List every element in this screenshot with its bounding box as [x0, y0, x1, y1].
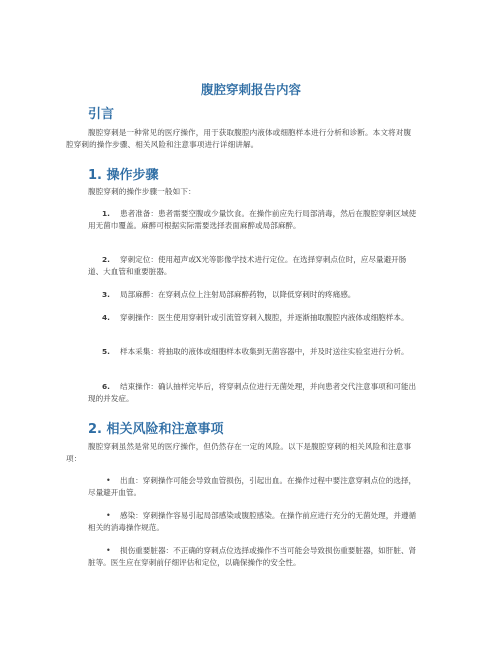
document-title: 腹腔穿刺报告内容	[200, 82, 301, 97]
bullet-item	[88, 545, 418, 569]
steps-lead-paragraph: 腹腔穿刺的操作步骤一般如下：	[88, 187, 196, 196]
list-item-number: 5.	[102, 347, 110, 356]
bullet-dot: •	[106, 546, 111, 555]
list-item-text: 局部麻醉：在穿刺点位上注射局部麻醉药物，以降低穿刺时的疼痛感。	[120, 290, 356, 299]
list-item-number: 1.	[102, 209, 110, 218]
bullet-item-text: 损伤重要脏器：不正确的穿刺点位选择或操作不当可能会导致损伤重要脏器，如肝脏、肾脏等。医生应在穿刺前仔细评估和定位，以确保操作的安全性。	[88, 546, 417, 567]
risks-lead-paragraph: 腹腔穿刺虽然是常见的医疗操作，但仍然存在一定的风险。以下是腹腔穿刺的相关风险和注意事项：	[66, 442, 412, 463]
list-item-text: 患者准备：患者需要空腹或少量饮食。在操作前应先行局部消毒，然后在腹腔穿刺区域使用无菌巾覆盖。麻醉可根据实际需要选择表面麻醉或局部麻醉。	[88, 209, 417, 230]
section-heading-intro: 引言	[88, 107, 115, 122]
list-item	[88, 346, 418, 358]
bullet-item	[88, 475, 418, 499]
bullet-item	[88, 510, 418, 534]
bullet-item-text: 出血：穿刺操作可能会导致血管损伤，引起出血。在操作过程中要注意穿刺点位的选择，尽量避开血管。	[88, 476, 417, 497]
list-item-number: 2.	[102, 255, 110, 264]
list-item-number: 4.	[102, 313, 110, 322]
list-item-text: 结束操作：确认抽样完毕后，将穿刺点位进行无菌处理，并向患者交代注意事项和可能出现的并发症。	[88, 382, 417, 403]
list-item-text: 样本采集：将抽取的液体或细胞样本收集到无菌容器中，并及时送往实验室进行分析。	[120, 347, 409, 356]
bullet-dot: •	[106, 511, 111, 520]
list-item-text: 穿刺操作：医生使用穿刺针或引流管穿刺入腹腔，并逐渐抽取腹腔内液体或细胞样本。	[120, 313, 409, 322]
intro-paragraph: 腹腔穿刺是一种常见的医疗操作，用于获取腹腔内液体或细胞样本进行分析和诊断。本文将对腹腔穿刺的操作步骤、相关风险和注意事项进行详细讲解。	[66, 128, 412, 149]
list-item-text: 穿刺定位：使用超声或X光等影像学技术进行定位。在选择穿刺点位时，应尽量避开肠道、大血管和重要脏器。	[88, 255, 407, 276]
section-heading-steps: 1. 操作步骤	[88, 168, 159, 183]
bullet-dot: •	[106, 476, 111, 485]
list-item	[88, 381, 418, 405]
bullet-item-text: 感染：穿刺操作容易引起局部感染或腹腔感染。在操作前应进行充分的无菌处理，并遵循相关的消毒操作规范。	[88, 511, 417, 532]
section-heading-risks: 2. 相关风险和注意事项	[88, 422, 224, 437]
list-item-number: 6.	[102, 382, 110, 391]
list-item	[88, 208, 418, 232]
list-item	[88, 254, 418, 278]
list-item	[88, 289, 418, 301]
list-item	[88, 312, 418, 324]
list-item-number: 3.	[102, 290, 110, 299]
